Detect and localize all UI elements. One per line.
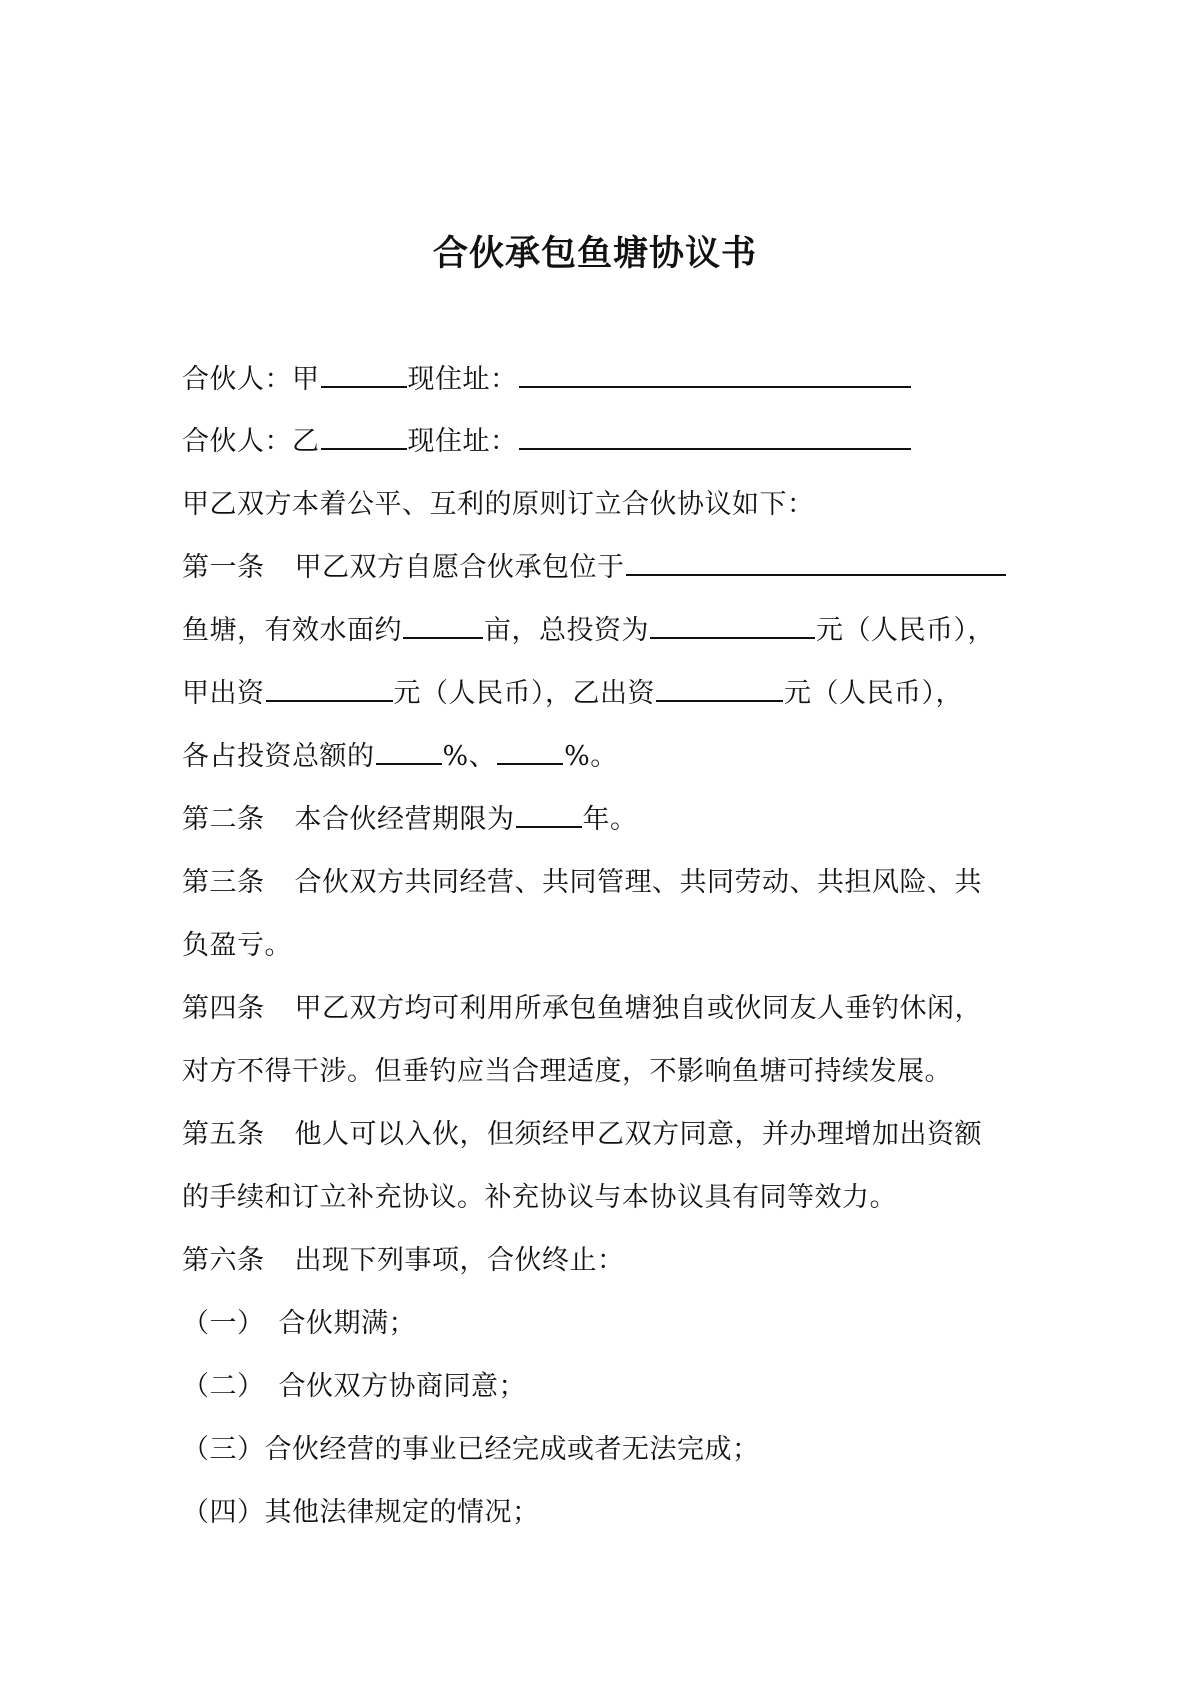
- article-5-line-2: 的手续和订立补充协议。补充协议与本协议具有同等效力。: [182, 1182, 897, 1213]
- partner-a-address-blank: [519, 363, 911, 388]
- article-1-share-b-blank: [497, 740, 563, 765]
- article-1-b-contribution-blank: [656, 677, 783, 702]
- partner-b-prefix: 合伙人：乙: [182, 426, 320, 457]
- article-6-item-text: 其他法律规定的情况；: [264, 1497, 540, 1528]
- article-1-heading: 第一条: [182, 552, 265, 583]
- article-1-a-contribution-label: 甲出资: [182, 678, 265, 709]
- article-3-heading: 第三条: [182, 867, 265, 898]
- partner-b-name-blank: [321, 425, 407, 450]
- article-1-investment-label: 亩，总投资为: [484, 615, 649, 646]
- article-1-investment-blank: [650, 614, 815, 639]
- partner-b-line: [182, 424, 912, 460]
- article-4-heading: 第四条: [182, 993, 265, 1024]
- partner-b-address-blank: [519, 425, 911, 450]
- article-6-item-text: 合伙期满；: [278, 1308, 416, 1339]
- article-6-item-3: [182, 1432, 760, 1468]
- partner-a-line: [182, 362, 912, 398]
- article-3-line-1: [182, 865, 982, 901]
- article-1-share-end: %。: [564, 741, 618, 772]
- article-1-location-blank: [626, 551, 1006, 576]
- article-5-line-1: [182, 1117, 982, 1153]
- article-1-line-2: [182, 613, 995, 649]
- article-6-item-marker: （二）: [182, 1371, 265, 1402]
- article-1-text: 甲乙双方自愿合伙承包位于: [294, 552, 625, 583]
- document-title: 合伙承包鱼塘协议书: [432, 233, 757, 274]
- article-6-item-text: 合伙经营的事业已经完成或者无法完成；: [264, 1434, 760, 1465]
- article-1-share-a-blank: [376, 740, 442, 765]
- article-1-a-contribution-blank: [266, 677, 393, 702]
- article-2-text: 本合伙经营期限为: [294, 804, 515, 835]
- article-6-heading: 第六条: [182, 1245, 265, 1276]
- article-4-text: 甲乙双方均可利用所承包鱼塘独自或伙同友人垂钓休闲，: [294, 993, 982, 1024]
- article-6-text: 出现下列事项，合伙终止：: [294, 1245, 625, 1276]
- partner-a-prefix: 合伙人：甲: [182, 364, 320, 395]
- article-1-b-contribution-label: 元（人民币），乙出资: [393, 678, 655, 709]
- article-1-investment-unit: 元（人民币），: [816, 615, 995, 646]
- article-3-line-2: 负盈亏。: [182, 930, 292, 961]
- article-2-term-blank: [516, 803, 582, 828]
- article-6-item-marker: （三）: [182, 1434, 265, 1465]
- article-6-item-text: 合伙双方协商同意；: [278, 1371, 526, 1402]
- article-6-item-2: [182, 1369, 526, 1405]
- article-6-item-4: [182, 1495, 540, 1531]
- article-1-b-contribution-unit: 元（人民币），: [784, 678, 963, 709]
- article-4-line-1: [182, 991, 982, 1027]
- article-1-share-label: 各占投资总额的: [182, 741, 375, 772]
- preamble: 甲乙双方本着公平、互利的原则订立合伙协议如下：: [182, 489, 815, 520]
- partner-a-name-blank: [321, 363, 407, 388]
- article-3-text: 合伙双方共同经营、共同管理、共同劳动、共担风险、共: [294, 867, 982, 898]
- partner-b-address-label: 现住址：: [407, 426, 518, 457]
- article-1-line-3: [182, 676, 963, 712]
- article-5-heading: 第五条: [182, 1119, 265, 1150]
- article-6-item-marker: （一）: [182, 1308, 265, 1339]
- article-6-line-1: [182, 1243, 625, 1279]
- article-1-area-blank: [403, 614, 483, 639]
- article-6-item-1: [182, 1306, 416, 1342]
- article-1-share-separator: %、: [442, 741, 497, 772]
- partner-a-address-label: 现住址：: [407, 364, 518, 395]
- article-1-line-4: [182, 739, 618, 775]
- article-1-line-1: [182, 550, 1007, 586]
- article-6-item-marker: （四）: [182, 1497, 265, 1528]
- article-2-heading: 第二条: [182, 804, 265, 835]
- article-2-text-end: 年。: [582, 804, 638, 835]
- article-1-area-label: 鱼塘，有效水面约: [182, 615, 402, 646]
- article-4-line-2: 对方不得干涉。但垂钓应当合理适度，不影响鱼塘可持续发展。: [182, 1056, 952, 1087]
- article-2: [182, 802, 638, 838]
- article-5-text: 他人可以入伙，但须经甲乙双方同意，并办理增加出资额: [294, 1119, 982, 1150]
